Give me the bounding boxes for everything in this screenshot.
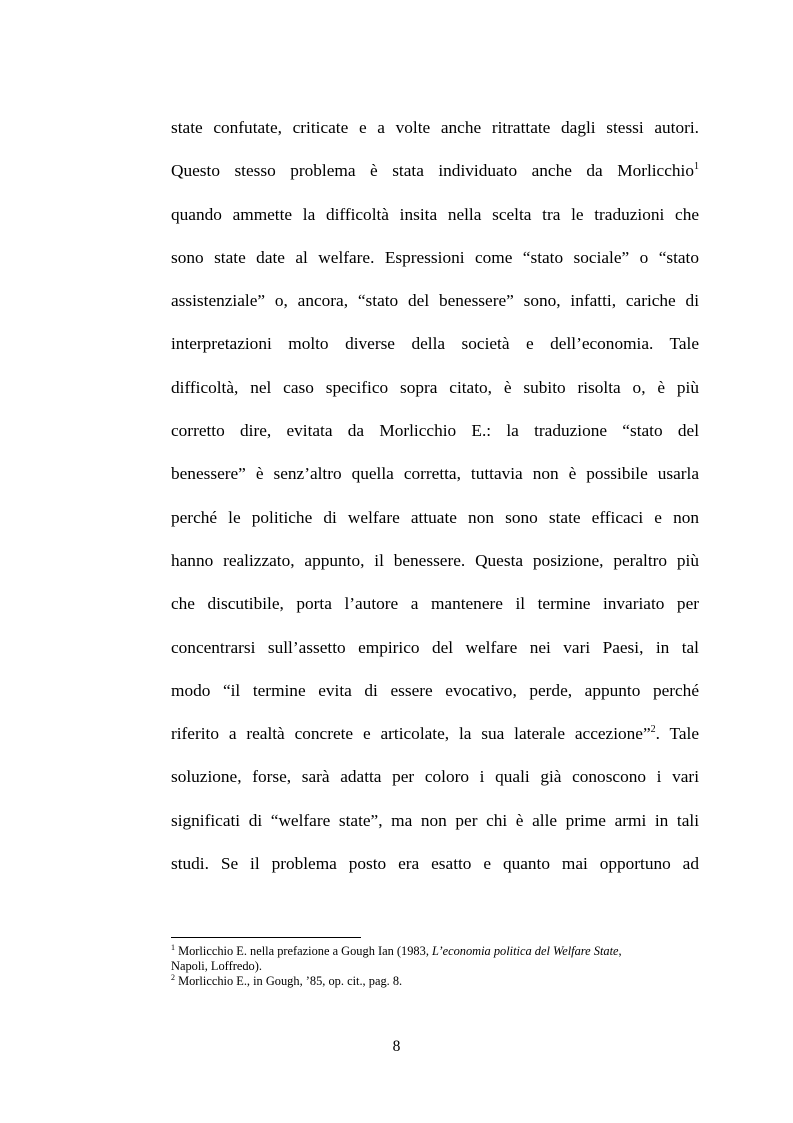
body-line: benessere” è senz’altro quella corretta, tuttavia non è possibile usarla (171, 464, 699, 484)
footnote-ref[interactable]: 2 (650, 724, 656, 736)
body-text (171, 106, 699, 885)
body-line: hanno realizzato, appunto, il benessere. Questa posizione, peraltro più (171, 550, 699, 570)
body-line: corretto dire, evitata da Morlicchio E.: la traduzione “stato del (171, 421, 699, 441)
footnote-1: $^1$ Morlicchio E. nella prefazione a Gough Ian (1983, L’economia politica del Welfare State, Napoli, Loffredo). (171, 942, 622, 973)
body-line: difficoltà, nel caso specifico sopra citato, è subito risolta o, è più (171, 377, 699, 397)
footnote-2: $^2$ Morlicchio E., in Gough, ’85, op. cit., pag. 8. (171, 972, 403, 988)
body-line: soluzione, forse, sarà adatta per coloro i quali già conoscono i vari (171, 767, 699, 787)
body-line: Questo stesso problema è stata individuato anche da Morlicchio$^1$ (171, 161, 699, 181)
footnote-number: 2 (171, 972, 175, 982)
page-number: 8 (392, 1038, 401, 1055)
footnote-number: 1 (171, 942, 175, 952)
body-line: significati di “welfare state”, ma non per chi è alle prime armi in tali (171, 810, 699, 830)
body-line: riferito a realtà concrete e articolate, la sua laterale accezione”$^2$. Tale (171, 724, 699, 744)
footnote-ref[interactable]: 1 (694, 161, 699, 173)
body-line: sono state date al welfare. Espressioni come “stato sociale” o “stato (171, 247, 699, 267)
body-line: modo “il termine evita di essere evocativo, perde, appunto perché (171, 680, 699, 700)
body-line: assistenziale” o, ancora, “stato del benessere” sono, infatti, cariche di (171, 291, 699, 311)
body-line: concentrarsi sull’assetto empirico del welfare nei vari Paesi, in tal (171, 637, 699, 657)
book-title: L’economia politica del Welfare State (432, 944, 619, 958)
footnote-separator (171, 937, 361, 938)
body-line: quando ammette la difficoltà insita nella scelta tra le traduzioni che (171, 204, 699, 224)
body-line: che discutibile, porta l’autore a mantenere il termine invariato per (171, 594, 699, 614)
body-line: studi. Se il problema posto era esatto e quanto mai opportuno ad (171, 854, 699, 874)
body-line: state confutate, criticate e a volte anche ritrattate dagli stessi autori. (171, 118, 699, 137)
footnotes (171, 944, 701, 989)
body-line: perché le politiche di welfare attuate non sono state efficaci e non (171, 507, 699, 527)
body-line: interpretazioni molto diverse della società e dell’economia. Tale (171, 334, 699, 354)
